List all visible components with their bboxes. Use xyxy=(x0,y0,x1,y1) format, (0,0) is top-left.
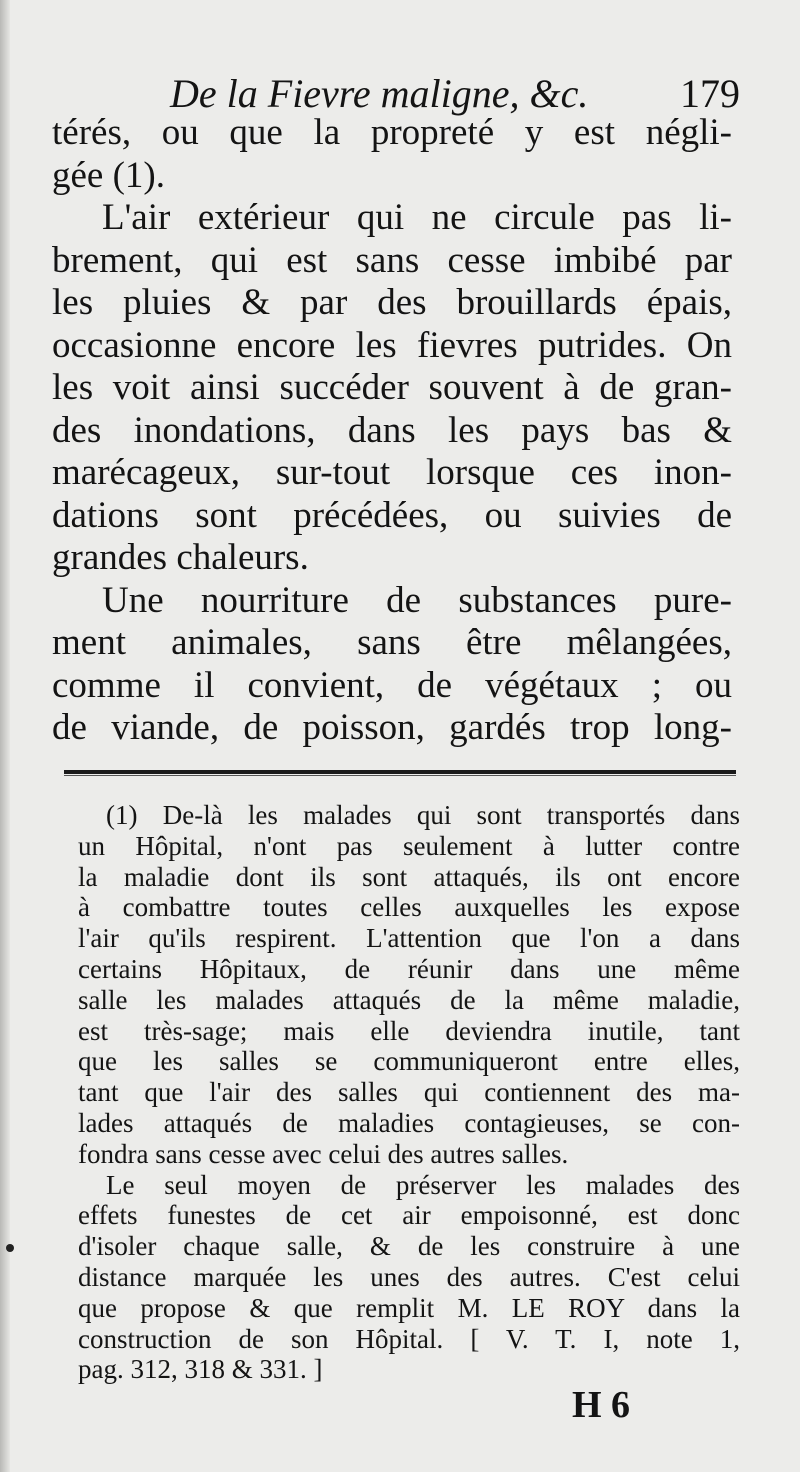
text-line: les voit ainsi succéder souvent à de gran- xyxy=(52,367,732,408)
footnote-line: Le seul moyen de préserver les malades des xyxy=(106,1169,740,1200)
footnote xyxy=(78,800,740,1385)
footnote-line: pag. 312, 318 & 331. ] xyxy=(78,1354,323,1385)
text-line: marécageux, sur-tout lorsque ces inon- xyxy=(52,452,732,493)
text-line: L'air extérieur qui ne circule pas li- xyxy=(102,197,732,238)
running-title: De la Fievre maligne, &c. xyxy=(170,71,589,116)
page-number: 179 xyxy=(680,71,740,116)
footnote-line: certains Hôpitaux, de réunir dans une même xyxy=(78,953,740,984)
footnote-rule xyxy=(64,770,736,774)
text-line: dations sont précédées, ou suivies de xyxy=(52,494,732,536)
text-line: grandes chaleurs. xyxy=(52,537,309,578)
text-line: brement, qui est sans cesse imbibé par xyxy=(52,239,732,281)
footnote-rule-thin xyxy=(64,775,736,776)
footnote-line: que les salles se communiqueront entre elles, xyxy=(78,1046,740,1077)
footnote-line: l'air qu'ils respirent. L'attention que l'on a dans xyxy=(78,923,740,954)
footnote-line: (1) De-là les malades qui sont transportés dans xyxy=(106,800,740,830)
footnote-line: que propose & que remplit M. LE ROY dans la xyxy=(78,1292,740,1323)
text-line: Une nourriture de substances pure- xyxy=(102,579,732,621)
footnote-line: tant que l'air des salles qui contiennent des ma- xyxy=(78,1077,740,1108)
text-line: ment animales, sans être mêlangées, xyxy=(52,622,732,663)
text-line: comme il convient, de végétaux ; ou xyxy=(52,664,732,706)
text-line: occasionne encore les fievres putrides. On xyxy=(52,324,732,366)
footnote-line: la maladie dont ils sont attaqués, ils ont encore xyxy=(78,861,740,892)
footnote-line: un Hôpital, n'ont pas seulement à lutter contre xyxy=(78,830,740,861)
signature-mark: H 6 xyxy=(572,1384,631,1426)
footnote-line: à combattre toutes celles auxquelles les expose xyxy=(78,892,740,923)
text-line: gée (1). xyxy=(52,154,165,196)
footnote-line: distance marquée les unes des autres. C'est celui xyxy=(78,1261,740,1292)
footnote-line: d'isoler chaque salle, & de les construire à une xyxy=(78,1231,740,1262)
main-text xyxy=(52,112,732,750)
footnote-line: construction de son Hôpital. [ V. T. I, note 1, xyxy=(78,1323,740,1354)
footnote-line: effets funestes de cet air empoisonné, est donc xyxy=(78,1200,740,1231)
footnote-line: salle les malades attaqués de la même maladie, xyxy=(78,984,740,1015)
text-line: térés, ou que la propreté y est négli- xyxy=(52,112,732,153)
text-line: des inondations, dans les pays bas & xyxy=(52,409,732,451)
text-line: les pluies & par des brouillards épais, xyxy=(52,282,732,323)
ink-speck xyxy=(6,1244,14,1252)
footnote-line: fondra sans cesse avec celui des autres salles. xyxy=(78,1138,569,1169)
text-line: de viande, de poisson, gardés trop long- xyxy=(52,707,732,748)
footnote-line: lades attaqués de maladies contagieuses, se con- xyxy=(78,1107,740,1138)
footnote-line: est très-sage; mais elle deviendra inutile, tant xyxy=(78,1015,740,1046)
